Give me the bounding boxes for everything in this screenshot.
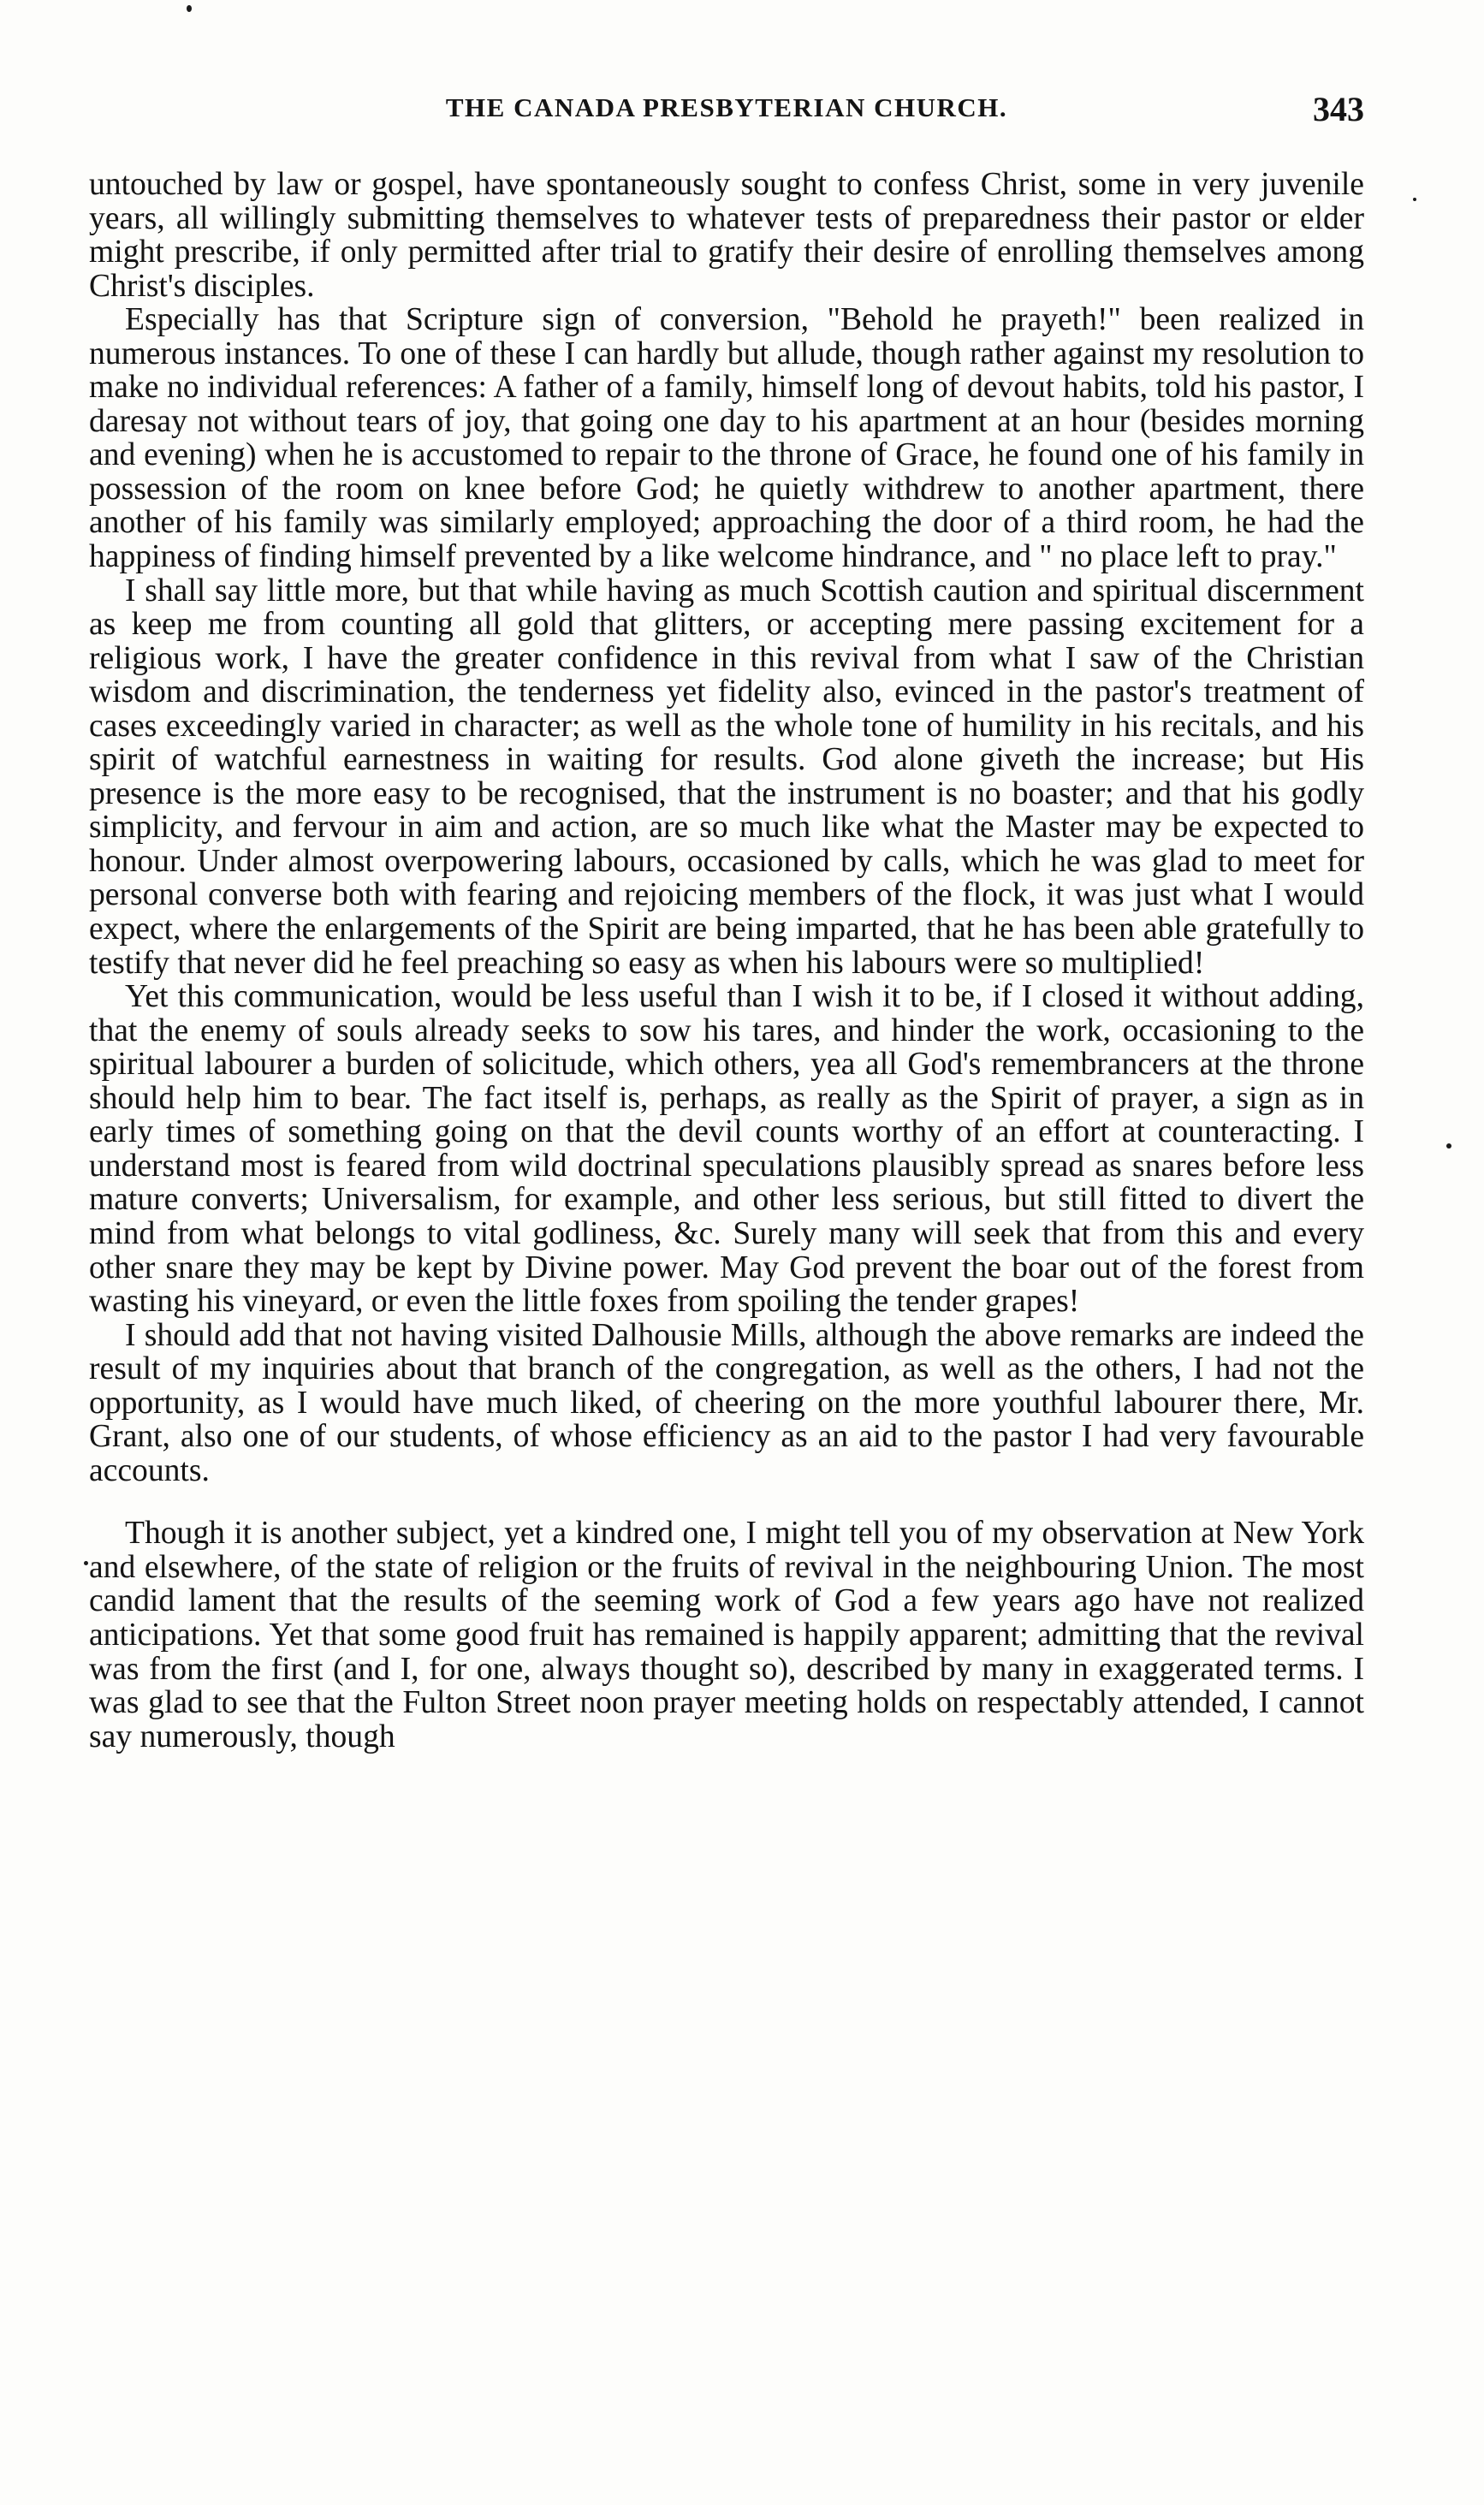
body-text [89,168,1364,1754]
running-head [89,92,1364,135]
page-number: 343 [1313,90,1364,128]
paragraph: Especially has that Scripture sign of conversion, "Behold he prayeth!" been realized in numerous instances. To one of these I can hardly but allude, though rather against my resolution to make no individual references: A father of a family, himself long of devout habits, told his pastor, I daresay not without tears of joy, that going one day to his apartment at an hour (besides morning and evening) when he is accustomed to repair to the throne of Grace, he found one of his family in possession of the room on knee before God; he quietly withdrew to another apartment, there another of his family was similarly employed; approaching the door of a third room, he had the happiness of finding himself prevented by a like welcome hindrance, and " no place left to pray." [89,302,1364,575]
paragraph: untouched by law or gospel, have spontaneously sought to confess Christ, some in very juvenile years, all willingly submitting themselves to whatever tests of preparedness their pastor or elder might prescribe, if only permitted after trial to gratify their desire of enrolling themselves among Christ's disciples. [89,167,1364,304]
paragraph: I should add that not having visited Dalhousie Mills, although the above remarks are indeed the result of my inquiries about that branch of the congregation, as well as the others, I had not the opportunity, as I would have much liked, of cheering on the more youthful labourer there, Mr. Grant, also one of our students, of whose efficiency as an aid to the pastor I had very favourable accounts. [89,1317,1364,1488]
paragraph: Though it is another subject, yet a kindred one, I might tell you of my observation at New York and elsewhere, of the state of religion or the fruits of revival in the neighbouring Union. The most candid lament that the results of the seeming work of God a few years ago have not realized anticipations. Yet that some good fruit has remained is happily apparent; admitting that the revival was from the first (and I, for one, always thought so), described by many in exaggerated terms. I was glad to see that the Fulton Street noon prayer meeting holds on respectably attended, I cannot say numerously, though [89,1516,1364,1754]
ink-speck [1413,198,1416,201]
paragraph: Yet this communication, would be less useful than I wish it to be, if I closed it without adding, that the enemy of souls already seeks to sow his tares, and hinder the work, occasioning to the spiritual labourer a burden of solicitude, which others, yea all God's remembrancers at the throne should help him to bear. The fact itself is, perhaps, as really as the Spirit of prayer, a sign as in early times of something going on that the devil counts worthy of an effort at counteracting. I understand most is feared from wild doctrinal speculations plausibly spread as snares before less mature converts; Universalism, for example, and other less serious, but still fitted to divert the mind from what belongs to vital godliness, &c. Surely many will seek that from this and every other snare they may be kept by Divine power. May God prevent the boar out of the forest from wasting his vineyard, or even the little foxes from spoiling the tender grapes! [89,979,1364,1320]
ink-speck [84,1561,88,1565]
paragraph: I shall say little more, but that while having as much Scottish caution and spiritual discernment as keep me from counting all gold that glitters, or accepting mere passing excitement for a religious work, I have the greater confidence in this revival from what I saw of the Christian wisdom and discrimination, the tenderness yet fidelity also, evinced in the pastor's treatment of cases exceedingly varied in character; as well as the whole tone of humility in his recitals, and his spirit of watchful earnestness in waiting for results. God alone giveth the increase; but His presence is the more easy to be recognised, that the instrument is no boaster; and that his godly simplicity, and fervour in aim and action, are so much like what the Master may be expected to honour. Under almost overpowering labours, occasioned by calls, which he was glad to meet for personal converse both with fearing and rejoicing members of the flock, it was just what I would expect, where the enlargements of the Spirit are being imparted, that he has been able gratefully to testify that never did he feel preaching so easy as when his labours were so multiplied! [89,573,1364,981]
ink-speck [1446,1143,1451,1149]
ink-speck [187,5,192,12]
running-title: THE CANADA PRESBYTERIAN CHURCH. [445,92,1008,122]
